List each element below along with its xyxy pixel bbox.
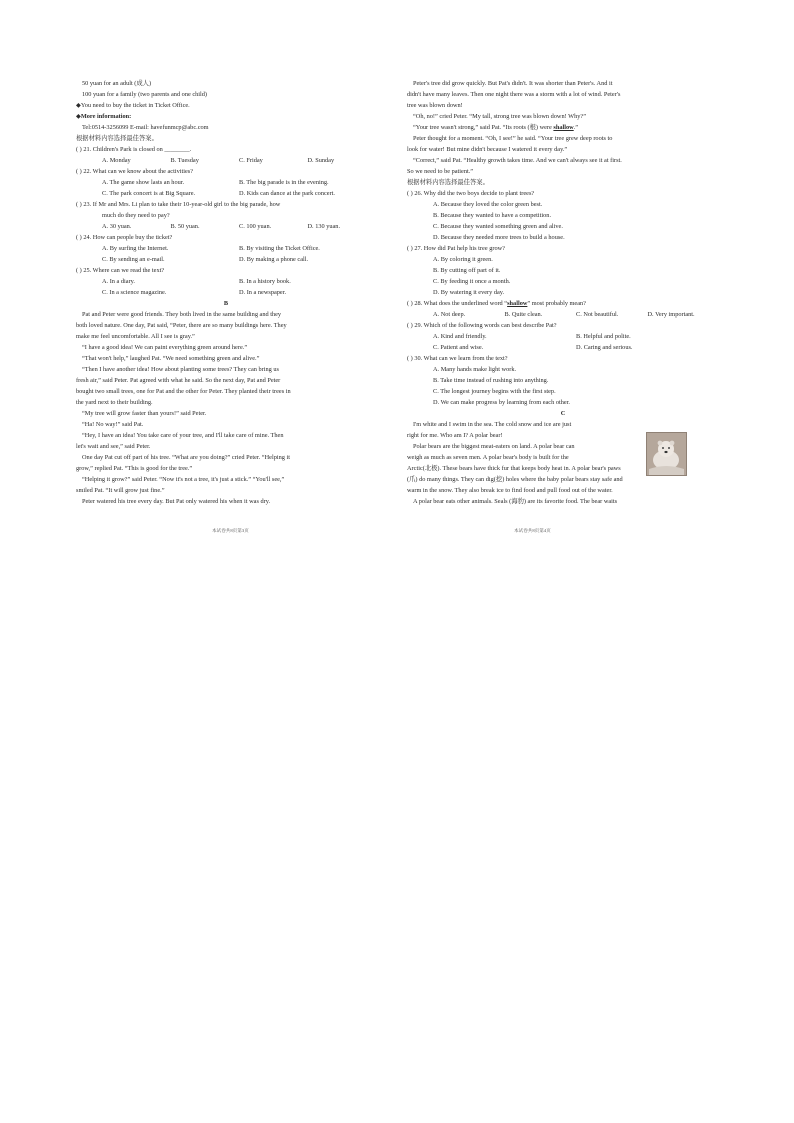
passage-text: “Your tree wasn't strong,” said Pat. “Its roots (根) were [413,124,554,131]
passage-line: Pat and Peter were good friends. They both lived in the same building and they [82,311,282,318]
passage-line: Peter's tree did grow quickly. But Pat's didn't. It was shorter than Peter's. And it [413,80,613,87]
option: C. 100 yuan. [239,223,272,230]
option: C. By sending an e-mail. [102,256,165,263]
instruction: 根据材料内容选择最佳答案。 [76,135,158,142]
passage-line: warm in the snow. They also break ice to find food and pull food out of the water. [407,487,613,494]
q28-options [407,309,719,320]
passage-line: weigh as much as seven men. A polar bear's body is built for the [407,454,569,461]
option: A. In a diary. [102,278,135,285]
option: C. Friday [239,157,263,164]
passage-line: “My tree will grow faster than yours!” said Peter. [82,410,207,417]
option: B. Tuesday [170,157,199,164]
passage-line: Polar bears are the biggest meat-eaters on land. A polar bear can [413,443,575,450]
question-30: ( ) 30. What can we learn from the text? [407,355,508,362]
q24-options-row2 [76,254,376,265]
passage-line: “Hey, I have an idea! You take care of your tree, and I'll take care of mine. Then [82,432,284,439]
passage-line: look for water! But mine didn't because I watered it every day.” [407,146,568,153]
passage-line: Arctic(北极). These bears have thick fur that keeps body heat in. A polar bear's paws [407,465,621,472]
polar-bear-image [646,432,687,476]
option: D. By watering it every day. [433,289,505,296]
section-c-heading: C [560,410,566,417]
q22-options-row1 [76,177,376,188]
option: B. The big parade is in the evening. [239,179,329,186]
contact-info: Tel:0514-3256099 E-mail: havefunmcp@abc.com [82,124,209,131]
passage-line: grow,” replied Pat. “This is good for the tree.” [76,465,193,472]
passage-line: So we need to be patient.” [407,168,474,175]
passage-line: (爪) do many things. They can dig(挖) holes where the baby polar bears stay safe and [407,476,623,483]
option: B. Helpful and polite. [576,333,631,340]
question-23: ( ) 23. If Mr and Mrs. Li plan to take their 10-year-old girl to the big parade, how [76,201,281,208]
passage-line: I'm white and I swim in the sea. The cold snow and ice are just [413,421,572,428]
passage-line: Peter thought for a moment. “Oh, I see!” he said. “Your tree grew deep roots to [413,135,613,142]
passage-line: “Correct,” said Pat. “Healthy growth takes time. And we can't always see it at first. [413,157,622,164]
passage-line: make me feel uncomfortable. All I see is gray.” [76,333,195,340]
question-24: ( ) 24. How can people buy the ticket? [76,234,173,241]
passage-line: “That won't help,” laughed Pat. “We need something green and alive.” [82,355,260,362]
q21-options [76,155,376,166]
option: A. The game show lasts an hour. [102,179,185,186]
option: C. Patient and wise. [433,344,484,351]
question-21: ( ) 21. Children's Park is closed on ________. [76,146,192,153]
q25-options-row2 [76,287,376,298]
passage-line: “Then I have another idea! How about planting some trees? They can bring us [82,366,279,373]
passage-line: tree was blown down! [407,102,463,109]
passage-line: “Ha! No way!” said Pat. [82,421,144,428]
underlined-word: shallow [507,300,528,307]
option: A. By surfing the Internet. [102,245,169,252]
q25-options-row1 [76,276,376,287]
more-info-heading: ◆More information: [76,113,132,120]
passage-line: right for me. Who am I? A polar bear! [407,432,503,439]
option: B. In a history book. [239,278,291,285]
passage-line: didn't have many leaves. Then one night there was a storm with a lot of wind. Peter's [407,91,621,98]
option: A. By coloring it green. [433,256,493,263]
option: A. Monday [102,157,131,164]
passage-line: A polar bear eats other animals. Seals (海豹) are its favorite food. The bear waits [413,498,618,505]
question-28 [407,298,719,309]
q29-options-row2 [407,342,719,353]
option: D. Kids can dance at the park concert. [239,190,335,197]
option: D. We can make progress by learning from each other. [433,399,570,406]
passage-line: bought two small trees, one for Pat and the other for Peter. They planted their trees in [76,388,291,395]
passage-line: Peter watered his tree every day. But Pat only watered his when it was dry. [82,498,271,505]
option: B. By visiting the Ticket Office. [239,245,320,252]
passage-line: fresh air,” said Peter. Pat agreed with what he said. So the next day, Pat and Peter [76,377,281,384]
option: D. 130 yuan. [307,223,341,230]
passage-line: “Oh, no!” cried Peter. “My tall, strong tree was blown down! Why?” [413,113,586,120]
passage-line: “Helping it grow?” said Peter. “Now it's not a tree, it's just a stick.” “You'll see,” [82,476,285,483]
q22-options-row2 [76,188,376,199]
passage-line [407,122,719,133]
option: A. Because they loved the color green best. [433,201,543,208]
option: D. By making a phone call. [239,256,309,263]
ticket-adult: 50 yuan for an adult (成人) [82,80,152,87]
question-29: ( ) 29. Which of the following words can best describe Pat? [407,322,557,329]
question-26: ( ) 26. Why did the two boys decide to plant trees? [407,190,535,197]
question-27: ( ) 27. How did Pat help his tree grow? [407,245,505,252]
q23-options [76,221,376,232]
underlined-word: shallow [553,124,574,131]
question-22: ( ) 22. What can we know about the activities? [76,168,194,175]
question-25: ( ) 25. Where can we read the text? [76,267,165,274]
option: C. By feeding it once a month. [433,278,511,285]
page-footer-left: 本试卷共8页第3页 [212,528,249,533]
question-text: ” most probably mean? [527,300,586,307]
option: C. The park concert is at Big Square. [102,190,196,197]
option: A. Not deep. [433,311,466,318]
option: D. In a newspaper. [239,289,287,296]
option: D. Very important. [647,311,695,318]
option: B. Because they wanted to have a competition. [433,212,552,219]
option: B. Quite clean. [504,311,543,318]
option: C. Because they wanted something green and alive. [433,223,563,230]
option: A. Kind and friendly. [433,333,487,340]
q24-options-row1 [76,243,376,254]
passage-line: the yard next to their building. [76,399,153,406]
polar-bear-icon [647,433,686,475]
passage-b [76,309,376,507]
option: C. Not beautiful. [576,311,619,318]
question-text: ( ) 28. What does the underlined word “ [407,300,508,307]
section-b-heading: B [223,300,229,307]
passage-line: let's wait and see,” said Peter. [76,443,151,450]
option: D. Sunday [307,157,335,164]
option: A. Many hands make light work. [433,366,517,373]
passage-text: .” [573,124,579,131]
page-footer-right: 本试卷共8页第4页 [514,528,551,533]
left-column [76,78,376,507]
passage-line: One day Pat cut off part of his tree. “What are you doing?” cried Peter. “Helping it [82,454,290,461]
option: B. By cutting off part of it. [433,267,501,274]
passage-line: “I have a good idea! We can paint everything green around here.” [82,344,248,351]
option: D. Because they needed more trees to build a house. [433,234,565,241]
option: C. In a science magazine. [102,289,167,296]
option: A. 30 yuan. [102,223,132,230]
ticket-family: 100 yuan for a family (two parents and one child) [82,91,208,98]
option: C. The longest journey begins with the first step. [433,388,556,395]
option: B. 50 yuan. [170,223,200,230]
option: B. Take time instead of rushing into anything. [433,377,549,384]
question-23-cont: much do they need to pay? [102,212,170,219]
q29-options-row1 [407,331,719,342]
ticket-office-note: ◆You need to buy the ticket in Ticket Office. [76,102,190,109]
option: D. Caring and serious. [576,344,633,351]
passage-line: both loved nature. One day, Pat said, “Peter, there are so many buildings here. They [76,322,287,329]
passage-line: smiled Pat. “It will grow just fine.” [76,487,165,494]
instruction: 根据材料内容选择最佳答案。 [407,179,489,186]
